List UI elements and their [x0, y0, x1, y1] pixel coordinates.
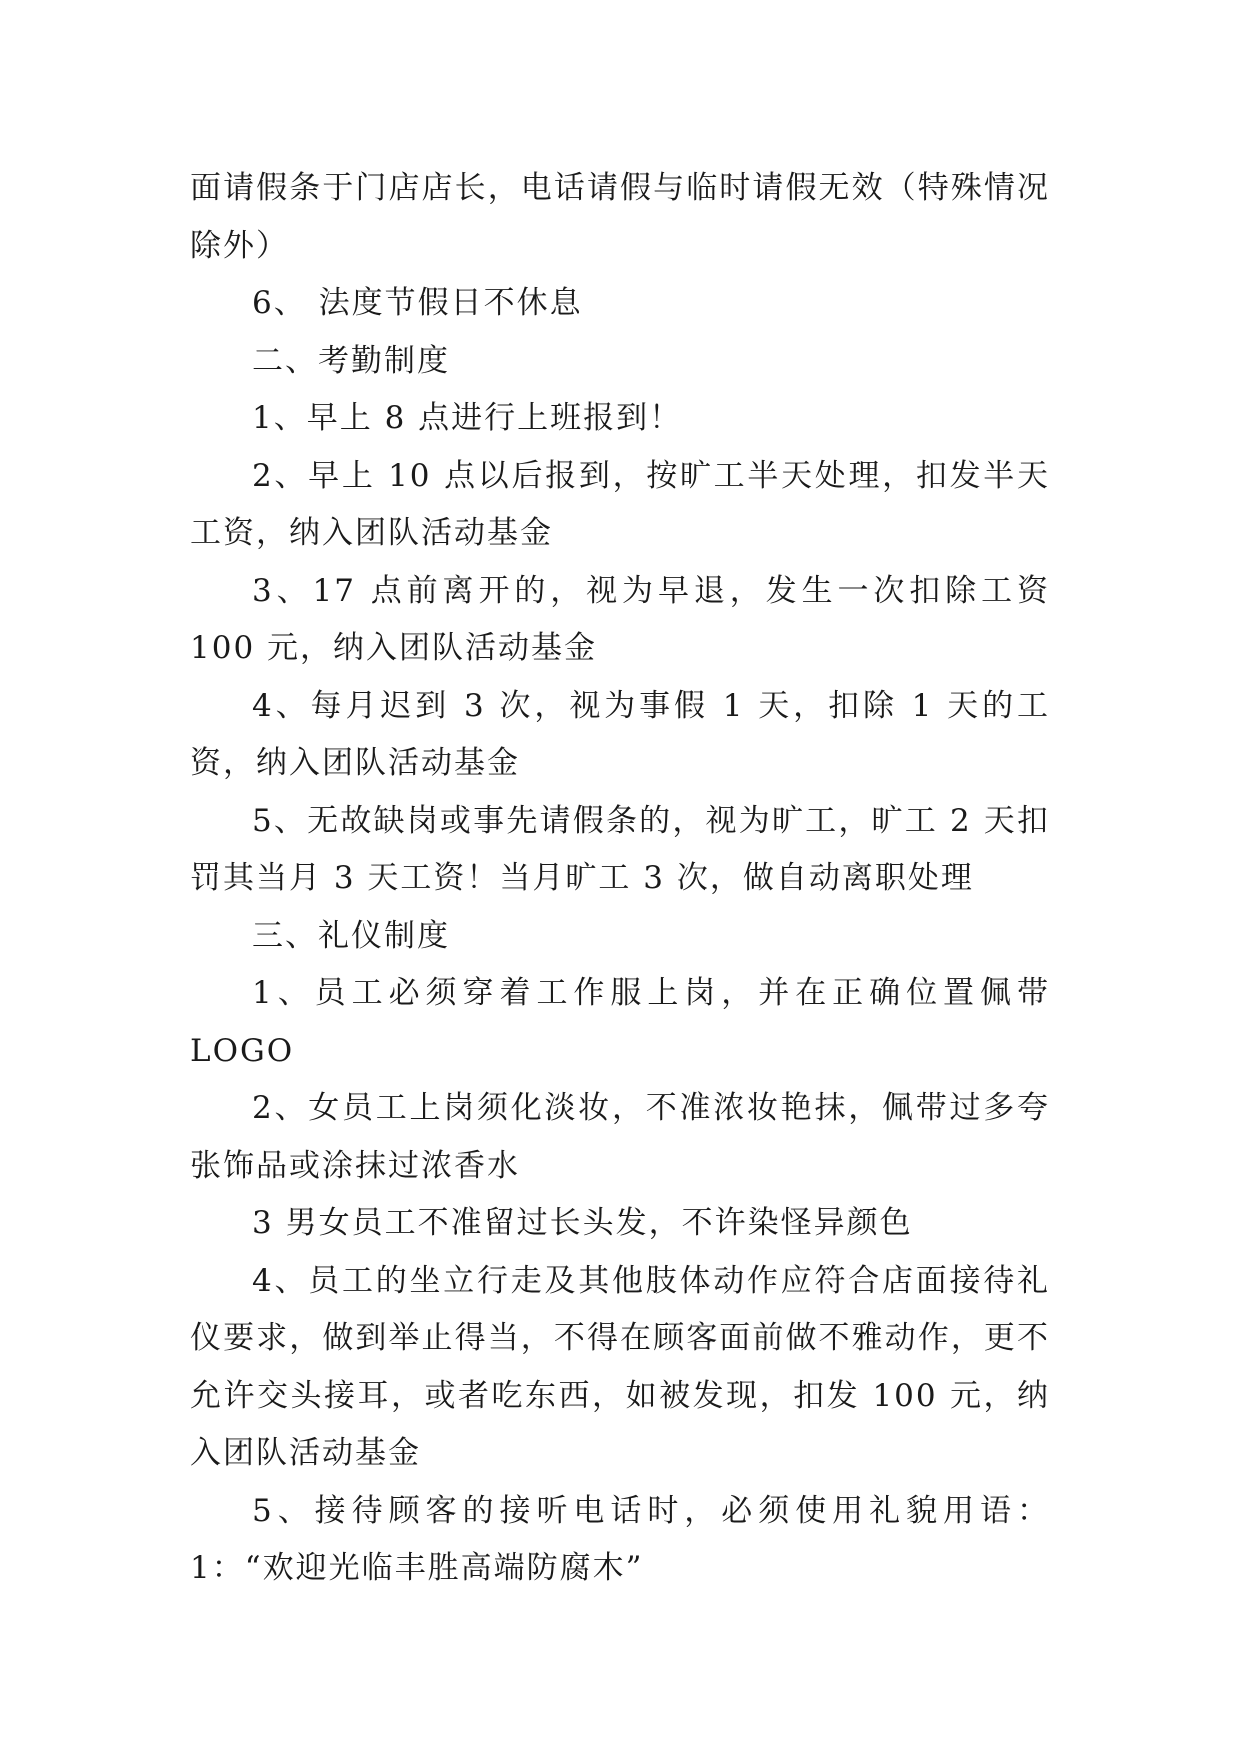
section-heading-etiquette: 三、礼仪制度	[252, 917, 450, 954]
document-body	[190, 160, 1050, 1598]
paragraph-attendance-rule-4: 4、每月迟到 3 次，视为事假 1 天，扣除 1 天的工资，纳入团队活动基金	[190, 687, 1050, 781]
paragraph-attendance-rule-3: 3、17 点前离开的，视为早退，发生一次扣除工资 100 元，纳入团队活动基金	[190, 572, 1050, 666]
paragraph-etiquette-rule-5: 5、接待顾客的接听电话时，必须使用礼貌用语： 1：“欢迎光临丰胜高端防腐木”	[190, 1492, 1050, 1586]
paragraph-attendance-rule-5: 5、无故缺岗或事先请假条的，视为旷工，旷工 2 天扣罚其当月 3 天工资！当月旷工 3 次，做自动离职处理	[190, 802, 1050, 896]
paragraph-etiquette-rule-3: 3 男女员工不准留过长头发，不许染怪异颜色	[252, 1205, 913, 1241]
section-heading-attendance: 二、考勤制度	[252, 342, 450, 379]
paragraph-etiquette-rule-1: 1、员工必须穿着工作服上岗，并在正确位置佩带 LOGO	[190, 975, 1050, 1069]
paragraph-attendance-rule-1: 1、早上 8 点进行上班报到！	[252, 400, 683, 436]
paragraph-rule-6-holidays: 6、 法度节假日不休息	[252, 285, 583, 321]
paragraph-etiquette-rule-2: 2、女员工上岗须化淡妆，不准浓妆艳抹，佩带过多夸张饰品或涂抹过浓香水	[190, 1090, 1050, 1184]
paragraph-etiquette-rule-4: 4、员工的坐立行走及其他肢体动作应符合店面接待礼仪要求，做到举止得当，不得在顾客面前做不雅动作，更不允许交头接耳，或者吃东西，如被发现，扣发 100 元，纳入团队活动基金	[190, 1262, 1050, 1471]
paragraph-leave-note-continuation: 面请假条于门店店长，电话请假与临时请假无效（特殊情况除外）	[190, 170, 1050, 264]
paragraph-attendance-rule-2: 2、早上 10 点以后报到，按旷工半天处理，扣发半天工资，纳入团队活动基金	[190, 457, 1050, 551]
